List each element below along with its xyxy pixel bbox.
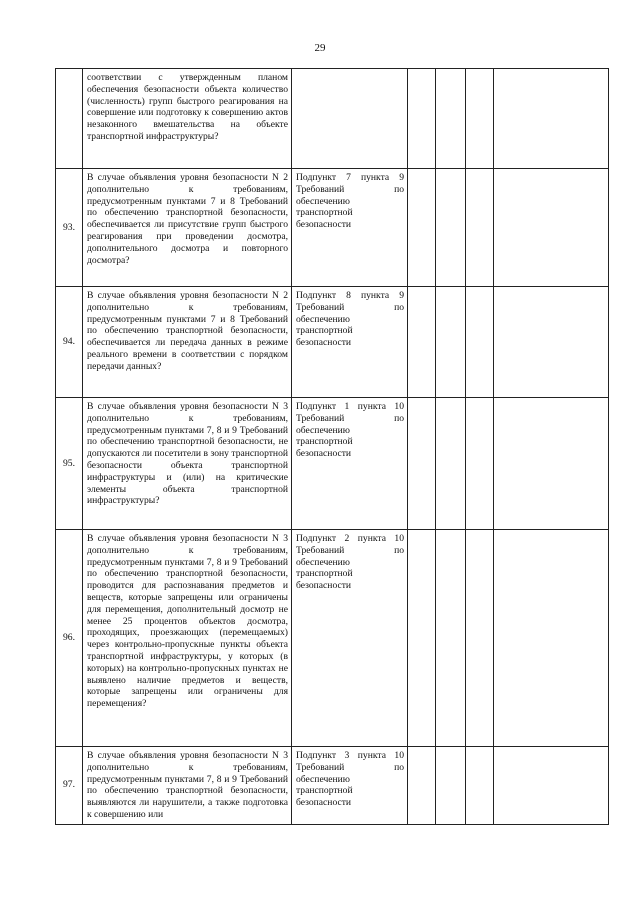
page-number: 29 [314,42,326,54]
answer-cell-na [466,287,494,398]
reference-cell [292,747,408,825]
reference-line: обеспечению транспортной безопасности [296,195,353,231]
reference-line: Подпункт 3 пункта 10 [296,750,404,761]
reference-line: обеспечению транспортной безопасности [296,313,353,349]
question-cell: В случае объявления уровня безопасности N 2 дополнительно к требованиям, предусмотренным пунктами 7 и 8 Требований по обеспечению транспортной безопасности, обеспечивается ли передача данных в режиме реального времени в соответствии с порядком передачи данных? [83,287,292,398]
note-cell [494,287,609,398]
row-number: 97. [56,747,83,825]
table-row [56,747,609,825]
table-row [56,69,609,169]
question-cell: В случае объявления уровня безопасности N 3 дополнительно к требованиям, предусмотренным пунктами 7, 8 и 9 Требований по обеспечению транспортной безопасности, не допускаются ли посетители в зону транспортной безопасности объекта транспортной инфраструктуры и (или) на критические элементы объекта транспортной инфраструктуры? [83,398,292,530]
reference-line: обеспечению транспортной безопасности [296,424,353,460]
answer-cell-no [436,287,466,398]
reference-line: Требований по [296,301,404,313]
question-cell: В случае объявления уровня безопасности N 3 дополнительно к требованиям, предусмотренным пунктами 7, 8 и 9 Требований по обеспечению транспортной безопасности, выявляются ли нарушители, а также подготовка к совершению или [83,747,292,825]
note-cell [494,530,609,747]
answer-cell-yes [408,69,436,169]
answer-cell-yes [408,398,436,530]
answer-cell-no [436,169,466,287]
answer-cell-na [466,169,494,287]
answer-cell-yes [408,287,436,398]
row-number [56,69,83,169]
reference-line: Подпункт 7 пункта 9 [296,172,404,183]
checklist-table [55,68,609,825]
reference-line: Требований по [296,412,404,424]
reference-line: Подпункт 2 пункта 10 [296,533,404,544]
answer-cell-yes [408,530,436,747]
answer-cell-yes [408,169,436,287]
answer-cell-na [466,530,494,747]
row-number: 94. [56,287,83,398]
table-row [56,169,609,287]
note-cell [494,169,609,287]
row-number: 96. [56,530,83,747]
answer-cell-no [436,69,466,169]
reference-cell [292,530,408,747]
reference-line: обеспечению транспортной безопасности [296,556,353,592]
reference-cell [292,398,408,530]
reference-cell [292,169,408,287]
question-cell: соответствии с утвержденным планом обеспечения безопасности объекта количество (численность) групп быстрого реагирования на совершение или подготовку к совершению актов незаконного вмешательства на объекте транспортной инфраструктуры? [83,69,292,169]
question-cell: В случае объявления уровня безопасности N 3 дополнительно к требованиям, предусмотренным пунктами 7, 8 и 9 Требований по обеспечению транспортной безопасности, проводится для распознавания предметов и веществ, которые запрещены или ограничены для перемещения, дополнительный досмотр не менее 25 процентов объектов досмотра, проходящих, проезжающих (перемещаемых) через контрольно-пропускные пункты объекта транспортной инфраструктуры, у которых (в которых) на контрольно-пропускных пунктах не выявлено наличие предметов и веществ, которые запрещены или ограничены для перемещения? [83,530,292,747]
answer-cell-na [466,398,494,530]
reference-line: Требований по [296,544,404,556]
reference-line: обеспечению транспортной безопасности [296,773,353,809]
answer-cell-yes [408,747,436,825]
note-cell [494,747,609,825]
table-row [56,398,609,530]
row-number: 93. [56,169,83,287]
answer-cell-no [436,530,466,747]
answer-cell-no [436,747,466,825]
note-cell [494,69,609,169]
reference-line: Подпункт 8 пункта 9 [296,290,404,301]
reference-line: Подпункт 1 пункта 10 [296,401,404,412]
reference-line: Требований по [296,761,404,773]
table-row [56,287,609,398]
question-cell: В случае объявления уровня безопасности N 2 дополнительно к требованиям, предусмотренным пунктами 7 и 8 Требований по обеспечению транспортной безопасности, обеспечивается ли присутствие групп быстрого реагирования при проведении досмотра, дополнительного досмотра и повторного досмотра? [83,169,292,287]
reference-cell [292,69,408,169]
note-cell [494,398,609,530]
row-number: 95. [56,398,83,530]
reference-line: Требований по [296,183,404,195]
table-row [56,530,609,747]
answer-cell-no [436,398,466,530]
answer-cell-na [466,747,494,825]
answer-cell-na [466,69,494,169]
reference-cell [292,287,408,398]
